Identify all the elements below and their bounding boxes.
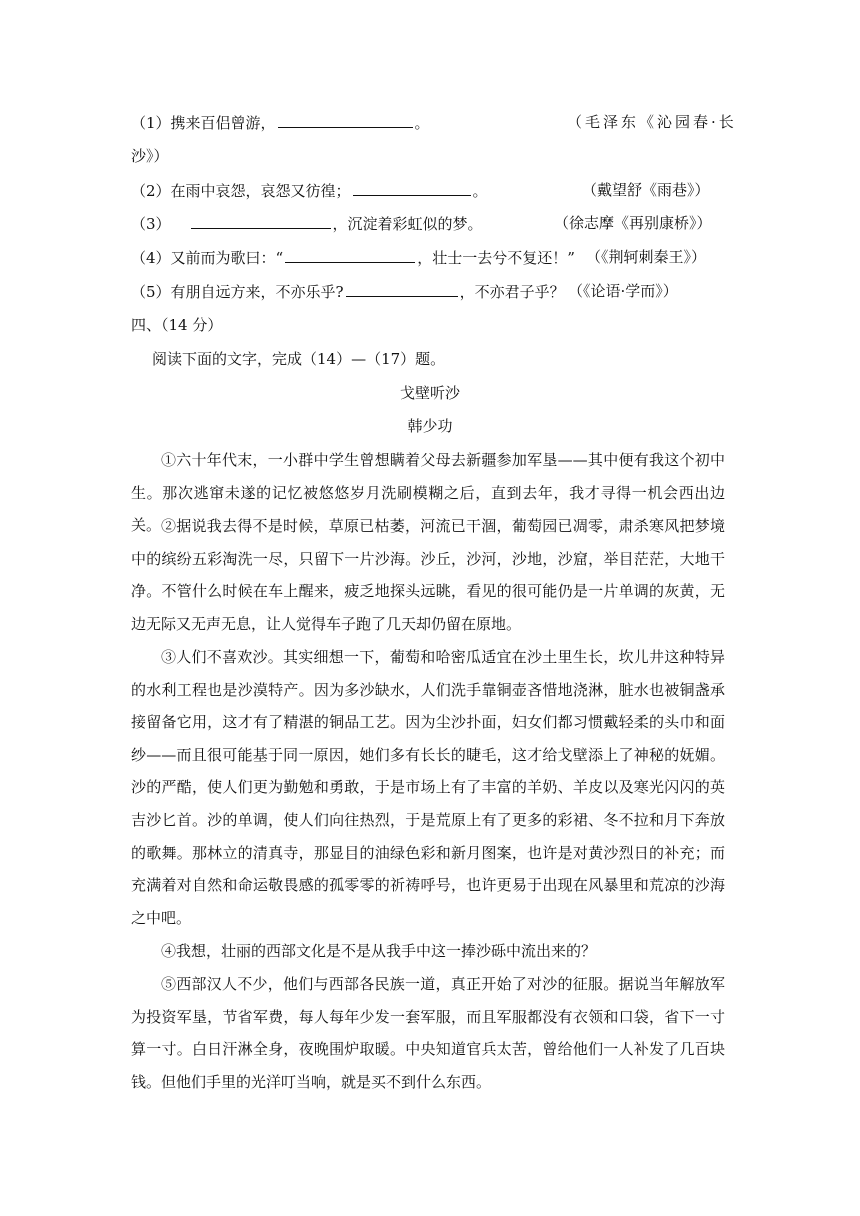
question-2-end: 。: [472, 182, 488, 200]
question-2-text: （2）在雨中哀怨，哀怨又彷徨；: [131, 182, 351, 200]
question-1-end: 。: [414, 114, 430, 132]
question-4: [131, 247, 575, 268]
question-1-source: （毛泽东《沁园春·长: [567, 113, 737, 131]
question-5-text: （5）有朋自远方来，不亦乐乎?: [131, 283, 344, 301]
article-title: 戈壁听沙: [399, 384, 460, 402]
question-1-source-cont: 沙》）: [131, 147, 169, 165]
question-3-source: （徐志摩《再别康桥》）: [554, 214, 712, 232]
answer-blank-3[interactable]: [191, 213, 331, 229]
question-3-text: （3）: [131, 215, 171, 233]
question-1-text: （1）携来百侣曾游，: [131, 114, 276, 132]
answer-blank-1[interactable]: [278, 112, 413, 128]
question-5-end: ，不亦君子乎？: [459, 283, 565, 301]
paragraph-5: ⑤西部汉人不少，他们与西部各民族一道，真正开始了对沙的征服。据说当年解放军为投资军垦，节省军费，每人每年少发一套军服，而且军服都没有衣领和口袋，省下一寸算一寸。白日汗淋全身，夜晚围炉取暖。中央知道官兵太苦，曾给他们一人补发了几百块钱。但他们手里的光洋叮当响，就是买不到什么东西。: [131, 975, 725, 1091]
question-4-text: （4）又前而为歌曰：“: [131, 249, 284, 267]
answer-blank-4[interactable]: [285, 247, 415, 263]
section-heading: 四、（14 分）: [131, 316, 223, 334]
question-2: [131, 180, 488, 201]
paragraph-1: ①六十年代末，一小群中学生曾想瞒着父母去新疆参加军垦——其中便有我这个初中生。那次逃窜未遂的记忆被悠悠岁月洗刷模糊之后，直到去年，我才寻得一机会西出边关。: [131, 451, 725, 535]
question-4-source: （《荆轲刺秦王》）: [586, 248, 707, 266]
question-3: [131, 213, 483, 234]
question-5-source: （《论语·学而》）: [568, 282, 678, 300]
paragraph-3: ③人们不喜欢沙。其实细想一下，葡萄和哈密瓜适宜在沙土里生长，坎儿井这种特异的水利工程也是沙漠特产。因为多沙缺水，人们洗手靠铜壶吝惜地浇淋，脏水也被铜盏承接留备它用，这才有了精湛的铜品工艺。因为尘沙扑面，妇女们都习惯戴轻柔的头巾和面纱——而且很可能基于同一原因，她们多有长长的睫毛，这才给戈壁添上了神秘的妩媚。沙的严酷，使人们更为勤勉和勇敢，于是市场上有了丰富的羊奶、羊皮以及寒光闪闪的英吉沙匕首。沙的单调，使人们向往热烈，于是荒原上有了更多的彩裙、冬不拉和月下奔放的歌舞。那林立的清真寺，那显目的油绿色彩和新月图案，也许是对黄沙烈日的补充；而充满着对自然和命运敬畏感的孤零零的祈祷呼号，也许更易于出现在风暴里和荒凉的沙海之中吧。: [131, 648, 725, 927]
section-instruction: 阅读下面的文字，完成（14）—（17）题。: [152, 350, 446, 368]
question-5: [131, 281, 565, 302]
paragraph-2: ②据说我去得不是时候，草原已枯萎，河流已干涸，葡萄园已凋零，肃杀寒风把梦境中的缤纷五彩淘洗一尽，只留下一片沙海。沙丘，沙河，沙地，沙窟，举目茫茫，大地干净。不管什么时候在车上醒来，疲乏地探头远眺，看见的很可能仍是一片单调的灰黄，无边无际又无声无息，让人觉得车子跑了几天却仍留在原地。: [131, 517, 725, 633]
paragraph-4: ④我想，壮丽的西部文化是不是从我手中这一捧沙砾中流出来的？: [161, 942, 597, 960]
answer-blank-2[interactable]: [353, 180, 471, 196]
question-2-source: （戴望舒《雨巷》）: [582, 181, 710, 199]
answer-blank-5[interactable]: [346, 281, 458, 297]
article-author: 韩少功: [407, 417, 453, 435]
question-4-end: ，壮士一去兮不复还！”: [417, 249, 575, 267]
question-1: [131, 112, 430, 133]
question-3-end: ，沉淀着彩虹似的梦。: [332, 215, 483, 233]
